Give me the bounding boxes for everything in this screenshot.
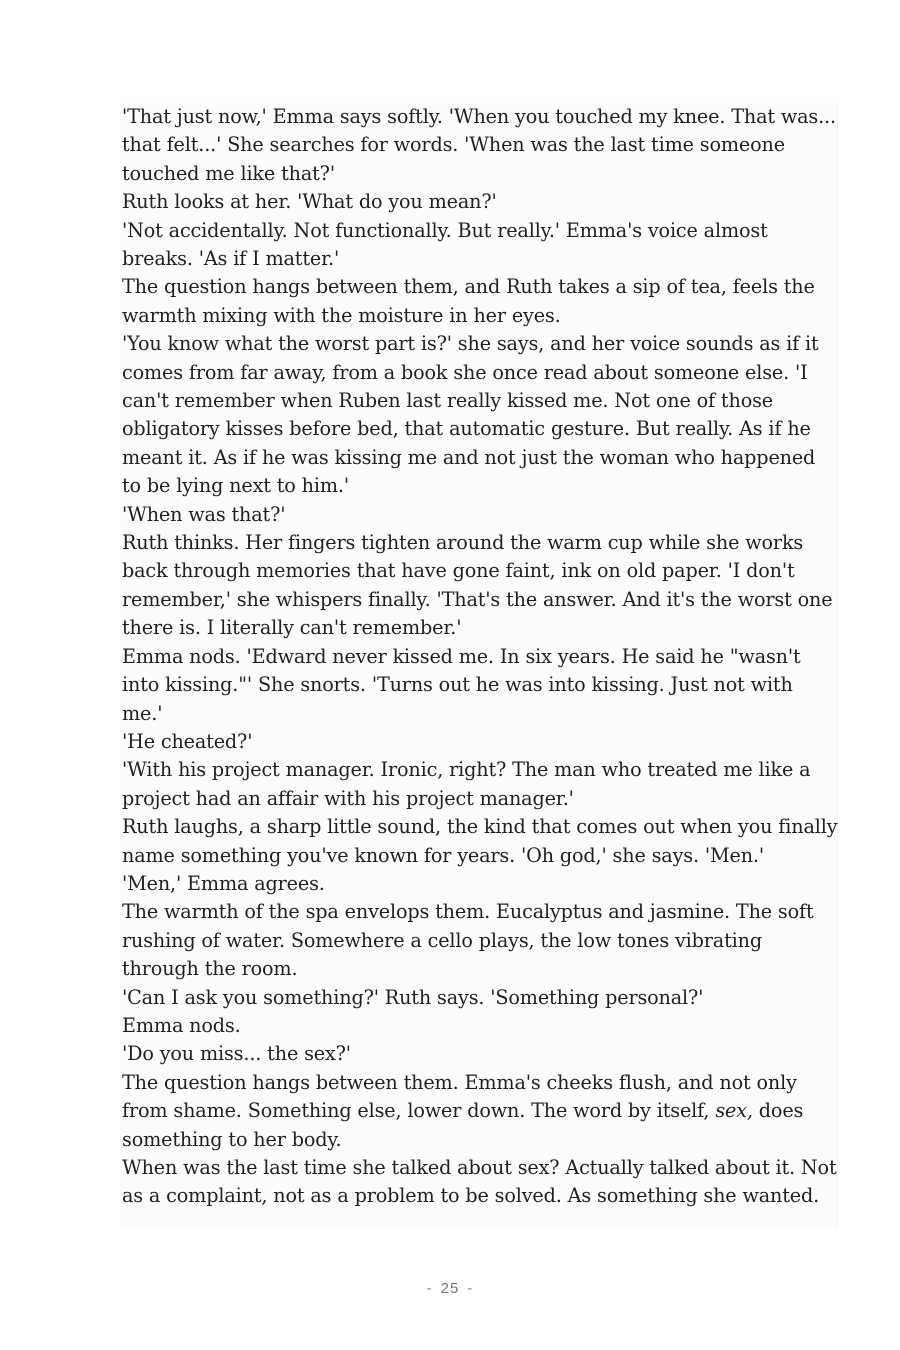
page-number-dash-right: - bbox=[467, 1280, 474, 1297]
paragraph-17-after: does something to her body. bbox=[122, 1099, 804, 1151]
body-text bbox=[120, 103, 838, 1228]
paragraph-4: The question hangs between them, and Ruth takes a sip of tea, feels the warmth mixing with the moisture in her eyes. bbox=[122, 275, 815, 327]
paragraph-1: 'That just now,' Emma says softly. 'When you touched my knee. That was... that felt...' She searches for words. 'When was the last time someone touched me like that?' bbox=[122, 105, 836, 185]
paragraph-16: 'Do you miss... the sex?' bbox=[122, 1042, 351, 1066]
paragraph-13: The warmth of the spa envelops them. Eucalyptus and jasmine. The soft rushing of water. Somewhere a cello plays, the low tones vibrating through the room. bbox=[122, 900, 814, 981]
page-number bbox=[0, 1280, 900, 1297]
paragraph-9: 'He cheated?' bbox=[122, 729, 253, 753]
paragraph-7: Ruth thinks. Her fingers tighten around the warm cup while she works back through memories that have gone faint, ink on old paper. 'I don't remember,' she whispers finally. 'That's the answer. And it's the worst one there is. I literally can't remember.' bbox=[122, 531, 833, 640]
paragraph-8: Emma nods. 'Edward never kissed me. In six years. He said he "wasn't into kissing."' She snorts. 'Turns out he was into kissing. Just not with me.' bbox=[122, 644, 801, 725]
paragraph-5: 'You know what the worst part is?' she says, and her voice sounds as if it comes from far away, from a book she once read about someone else. 'I can't remember when Ruben last really kissed me. Not one of those obligatory kisses before bed, that automatic gesture. But really. As if he meant it. As if he was kissing me and not just the woman who happened to be lying next to him.' bbox=[122, 332, 819, 498]
paragraph-14: 'Can I ask you something?' Ruth says. 'Something personal?' bbox=[122, 985, 704, 1009]
paragraph-10: 'With his project manager. Ironic, right? The man who treated me like a project had an affair with his project manager.' bbox=[122, 758, 811, 810]
paragraph-18: When was the last time she talked about sex? Actually talked about it. Not as a complaint, not as a problem to be solved. As something she wanted. bbox=[122, 1155, 837, 1208]
paragraph-6: 'When was that?' bbox=[122, 502, 286, 526]
page-number-value: 25 bbox=[440, 1280, 460, 1297]
paragraph-12: 'Men,' Emma agrees. bbox=[122, 871, 325, 895]
paragraph-17-before: The question hangs between them. Emma's cheeks flush, and not only from shame. Something else, lower down. The word by itself, bbox=[122, 1070, 797, 1123]
paragraph-3: 'Not accidentally. Not functionally. But really.' Emma's voice almost breaks. 'As if I matter.' bbox=[122, 218, 768, 271]
paragraph-17 bbox=[120, 1069, 838, 1154]
paragraph-11: Ruth laughs, a sharp little sound, the kind that comes out when you finally name something you've known for years. 'Oh god,' she says. 'Men.' bbox=[122, 815, 838, 867]
page-number-dash-left: - bbox=[426, 1280, 433, 1297]
paragraph-17-emphasis: sex, bbox=[715, 1099, 753, 1123]
paragraph-2: Ruth looks at her. 'What do you mean?' bbox=[122, 190, 497, 214]
paragraph-15: Emma nods. bbox=[122, 1013, 241, 1037]
